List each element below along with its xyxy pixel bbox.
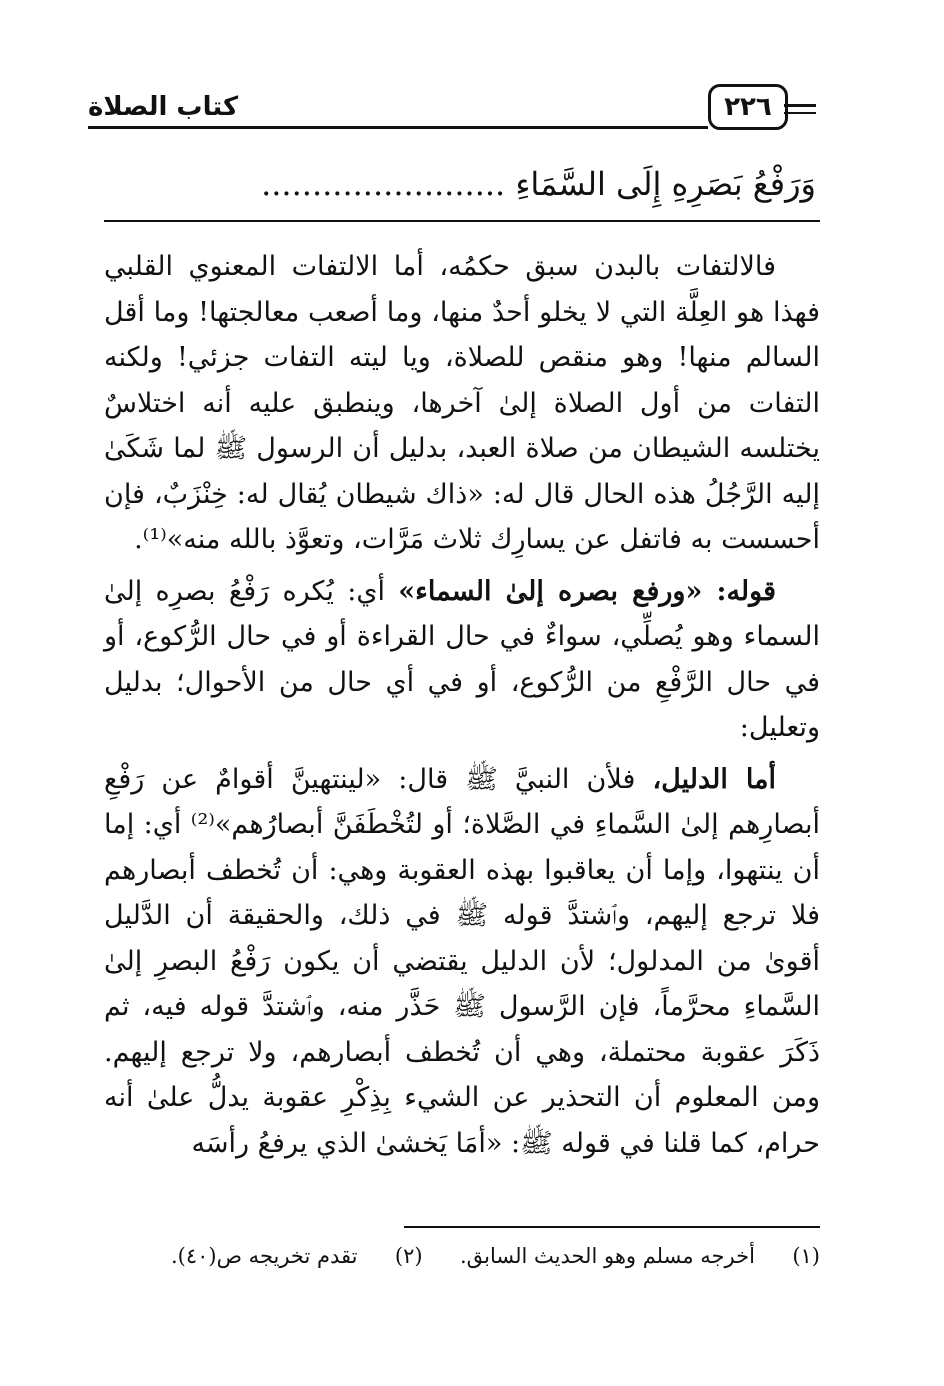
footnote-2-text: تقدم تخريجه ص(٤٠).: [170, 1244, 358, 1268]
header-rule-right-upper: [784, 104, 816, 107]
footnote-1-text: أخرجه مسلم وهو الحديث السابق.: [459, 1244, 755, 1268]
paragraph-1: فالالتفات بالبدن سبق حكمُه، أما الالتفات المعنوي القلبي فهذا هو العِلَّة التي لا يخلو أحدٌ منها، وما أصعب معالجتها! وما أقل السالم منها! وهو منقص للصلاة، ويا ليته التفات جزئي! ولكنه التفات من أول الصلاة إلىٰ آخرها، وينطبق عليه أنه اختلاسٌ يختلسه الشيطان من صلاة العبد، بدليل أن الرسول ﷺ لما شَكَىٰ إليه الرَّجُلُ هذه الحال قال له: «ذاك شيطان يُقال له: خِنْزَبٌ، فإن أحسست به فاتفل عن يسارِك ثلاث مَرَّات، وتعوَّذ بالله منه»⁽¹⁾.: [104, 251, 820, 555]
paragraph-3: [104, 757, 820, 1167]
header-rule-right-lower: [784, 112, 816, 114]
matn-rule: [104, 220, 820, 222]
paragraph-2-lead: قوله: «ورفع بصره إلىٰ السماء»: [398, 575, 776, 607]
footnote-2-number: (٢): [394, 1244, 423, 1268]
footnotes: [104, 1240, 820, 1272]
running-title: كتاب الصلاة: [88, 92, 239, 122]
page-number: ٢٢٦: [708, 84, 788, 130]
paragraph-3-lead: أما الدليل،: [652, 763, 777, 795]
header-rule: [88, 126, 708, 129]
footnote-rule: [404, 1226, 820, 1228]
body-text: [104, 244, 820, 1172]
paragraph-2: [104, 569, 820, 751]
paragraph-2-text: أي: يُكره رَفْعُ بصرِه إلىٰ السماء وهو يُصلِّي، سواءٌ في حال القراءة أو في حال الرُّكوع، أو في حال الرَّفْعِ من الرُّكوع، أو في أي حال من الأحوال؛ بدليل وتعليل:: [104, 575, 820, 743]
matn-heading: وَرَفْعُ بَصَرِهِ إِلَى السَّمَاءِ ........................: [261, 165, 816, 203]
paragraph-3-text: فلأن النبيَّ ﷺ قال: «لينتهينَّ أقوامٌ عن رَفْعِ أبصارِهم إلىٰ السَّماءِ في الصَّلاة؛ أو لتُخْطَفَنَّ أبصارُهم»⁽²⁾ أي: إما أن ينتهوا، وإما أن يعاقبوا بهذه العقوبة وهي: أن تُخطف أبصارهم فلا ترجع إليهم، وٱشتدَّ قوله ﷺ في ذلك، والحقيقة أن الدَّليل أقوىٰ من المدلول؛ لأن الدليل يقتضي أن يكون رَفْعُ البصرِ إلىٰ السَّماءِ محرَّماً، فإن الرَّسول ﷺ حَذَّر منه، وٱشتدَّ قوله فيه، ثم ذَكَرَ عقوبة محتملة، وهي أن تُخطف أبصارهم، ولا ترجع إليهم. ومن المعلوم أن التحذير عن الشيء بِذِكْرِ عقوبة يدلُّ علىٰ أنه حرام، كما قلنا في قوله ﷺ: «أمَا يَخشىٰ الذي يرفعُ رأسَه: [104, 763, 820, 1159]
footnote-1-number: (١): [792, 1244, 820, 1268]
